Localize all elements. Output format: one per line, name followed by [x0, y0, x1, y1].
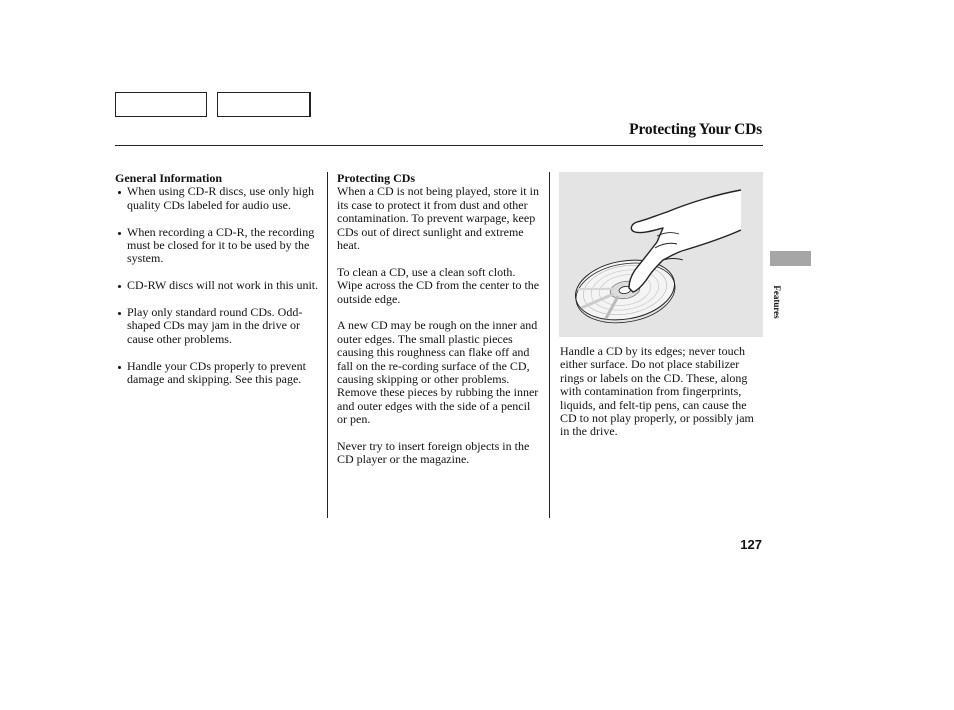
list-item: When using CD-R discs, use only high quality CDs labeled for audio use. [115, 185, 320, 212]
list-item: When recording a CD-R, the recording must be closed for it to be used by the system. [115, 226, 320, 266]
column-divider [549, 172, 550, 518]
general-information-column [115, 172, 320, 400]
column-divider [327, 172, 328, 518]
section-tab-label: Features [772, 285, 782, 319]
paragraph: Never try to insert foreign objects in the CD player or the magazine. [337, 439, 530, 467]
paragraph: When a CD is not being played, store it in its case to protect it from dust and other contamination. To prevent warpage, keep CDs out of direct sunlight and extreme heat. [337, 184, 539, 253]
figure-caption: Handle a CD by its edges; never touch either surface. Do not place stabilizer rings or labels on the CD. These, along with contamination from fingerprints, liquids, and felt-tip pens, can cause the CD to not play properly, or possibly jam in the drive. [560, 344, 754, 439]
protecting-cds-column [337, 172, 542, 480]
section-tab [770, 251, 811, 266]
list-item: CD-RW discs will not work in this unit. [115, 279, 320, 292]
protecting-cds-heading: Protecting CDs [337, 171, 416, 185]
general-information-heading: General Information [115, 171, 222, 185]
list-item: Play only standard round CDs. Odd-shaped CDs may jam in the drive or cause other problems. [115, 306, 320, 346]
paragraph: A new CD may be rough on the inner and outer edges. The small plastic pieces causing this roughness can flake off and fall on the re-cording surface of the CD, causing skipping or other problems. Remove these pieces by rubbing the inner and outer edges with the side of a pencil or pen. [337, 318, 539, 427]
page-number: 127 [740, 537, 762, 552]
general-information-list [115, 185, 320, 386]
hand-holding-cd-illustration [559, 172, 763, 337]
nav-box-right[interactable] [217, 92, 311, 117]
page-title: Protecting Your CDs [629, 121, 762, 138]
list-item: Handle your CDs properly to prevent damage and skipping. See this page. [115, 360, 320, 387]
paragraph: To clean a CD, use a clean soft cloth. Wipe across the CD from the center to the outside edge. [337, 264, 540, 306]
nav-box-left[interactable] [115, 92, 207, 117]
title-rule [115, 145, 763, 146]
cd-hand-icon [559, 172, 763, 337]
